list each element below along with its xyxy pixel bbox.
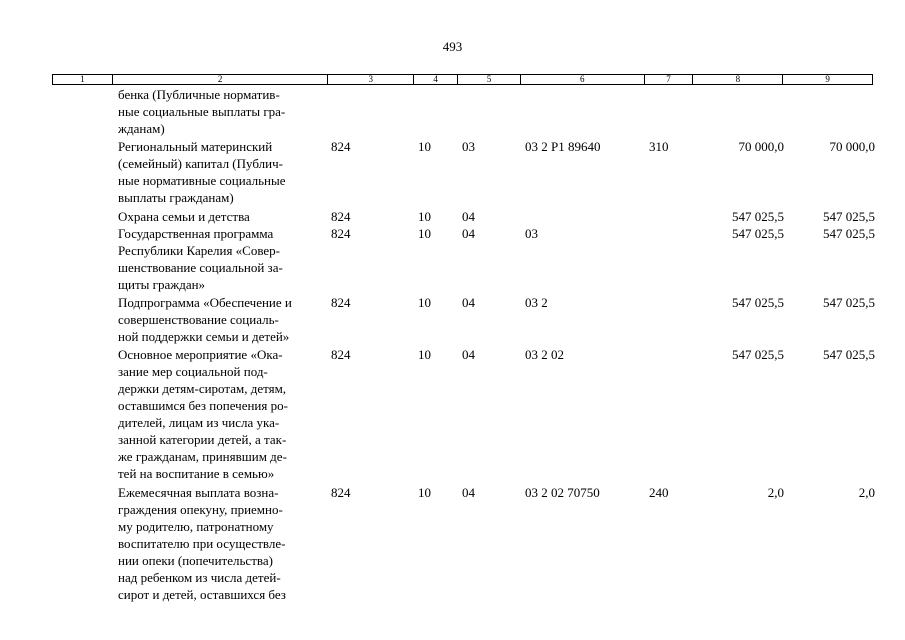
item-name-cell (118, 208, 328, 225)
item-name-line: граждения опекуну, приемно- (118, 502, 283, 517)
column-header-7: 7 (645, 75, 694, 84)
amount-year1-cell: 547 025,5 (732, 347, 784, 362)
subsection-cell: 04 (462, 347, 475, 362)
item-name-line: держки детям-сиротам, детям, (118, 381, 287, 396)
item-name-line: воспитателю при осуществле- (118, 536, 286, 551)
budget-code-cell: 824 (331, 295, 351, 310)
target-article-cell: 03 2 02 (525, 347, 564, 362)
amount-year2-cell: 70 000,0 (829, 139, 875, 154)
item-name-cell (118, 86, 328, 137)
subsection-cell: 04 (462, 226, 475, 241)
column-header-5: 5 (458, 75, 521, 84)
column-header-6: 6 (521, 75, 645, 84)
subsection-cell: 04 (462, 209, 475, 224)
section-cell: 10 (418, 209, 431, 224)
item-name-cell (118, 138, 328, 206)
subsection-cell: 04 (462, 295, 475, 310)
item-name-line: бенка (Публичные норматив- (118, 87, 280, 102)
table-header-row (52, 74, 873, 85)
budget-code-cell: 824 (331, 209, 351, 224)
amount-year1-cell: 2,0 (767, 485, 784, 500)
amount-year2-cell: 547 025,5 (823, 347, 875, 362)
item-name-cell (118, 294, 328, 345)
item-name-line: Основное мероприятие «Ока- (118, 347, 283, 362)
item-name-line: Подпрограмма «Обеспечение и (118, 295, 292, 310)
column-header-3: 3 (328, 75, 414, 84)
column-header-4: 4 (414, 75, 458, 84)
item-name-line: дителей, лицам из числа ука- (118, 415, 280, 430)
expense-type-cell: 310 (649, 139, 669, 154)
item-name-line: Ежемесячная выплата возна- (118, 485, 279, 500)
expense-type-cell: 240 (649, 485, 669, 500)
section-cell: 10 (418, 347, 431, 362)
item-name-line: ные нормативные социальные (118, 173, 286, 188)
item-name-line: ные социальные выплаты гра- (118, 104, 286, 119)
item-name-line: (семейный) капитал (Публич- (118, 156, 283, 171)
budget-code-cell: 824 (331, 139, 351, 154)
section-cell: 10 (418, 226, 431, 241)
subsection-cell: 03 (462, 139, 475, 154)
budget-code-cell: 824 (331, 347, 351, 362)
item-name-line: Региональный материнский (118, 139, 273, 154)
item-name-cell (118, 346, 328, 482)
section-cell: 10 (418, 295, 431, 310)
column-header-2: 2 (113, 75, 328, 84)
item-name-line: совершенствование социаль- (118, 312, 279, 327)
column-header-1: 1 (53, 75, 113, 84)
amount-year1-cell: 547 025,5 (732, 209, 784, 224)
item-name-line: же гражданам, принявшим де- (118, 449, 287, 464)
target-article-cell: 03 2 02 70750 (525, 485, 600, 500)
amount-year2-cell: 547 025,5 (823, 209, 875, 224)
amount-year1-cell: 70 000,0 (738, 139, 784, 154)
item-name-cell (118, 484, 328, 603)
item-name-line: оставшимся без попечения ро- (118, 398, 288, 413)
item-name-line: занной категории детей, а так- (118, 432, 287, 447)
item-name-line: зание мер социальной под- (118, 364, 268, 379)
item-name-line: выплаты гражданам) (118, 190, 234, 205)
item-name-line: Государственная программа (118, 226, 274, 241)
item-name-line: шенствование социальной за- (118, 260, 283, 275)
page-number: 493 (442, 39, 463, 54)
item-name-cell (118, 225, 328, 293)
item-name-line: му родителю, патронатному (118, 519, 274, 534)
amount-year2-cell: 2,0 (858, 485, 875, 500)
section-cell: 10 (418, 485, 431, 500)
column-header-8: 8 (693, 75, 783, 84)
item-name-line: над ребенком из числа детей- (118, 570, 281, 585)
amount-year1-cell: 547 025,5 (732, 295, 784, 310)
target-article-cell: 03 2 Р1 89640 (525, 139, 601, 154)
budget-code-cell: 824 (331, 485, 351, 500)
budget-code-cell: 824 (331, 226, 351, 241)
amount-year1-cell: 547 025,5 (732, 226, 784, 241)
amount-year2-cell: 547 025,5 (823, 226, 875, 241)
subsection-cell: 04 (462, 485, 475, 500)
item-name-line: жданам) (118, 121, 165, 136)
item-name-line: щиты граждан» (118, 277, 206, 292)
amount-year2-cell: 547 025,5 (823, 295, 875, 310)
item-name-line: Охрана семьи и детства (118, 209, 250, 224)
item-name-line: нии опеки (попечительства) (118, 553, 273, 568)
section-cell: 10 (418, 139, 431, 154)
item-name-line: ной поддержки семьи и детей» (118, 329, 290, 344)
target-article-cell: 03 2 (525, 295, 548, 310)
item-name-line: Республики Карелия «Совер- (118, 243, 281, 258)
column-header-9: 9 (825, 74, 830, 84)
item-name-line: тей на воспитание в семью» (118, 466, 275, 481)
target-article-cell: 03 (525, 226, 538, 241)
item-name-line: сирот и детей, оставшихся без (118, 587, 286, 602)
